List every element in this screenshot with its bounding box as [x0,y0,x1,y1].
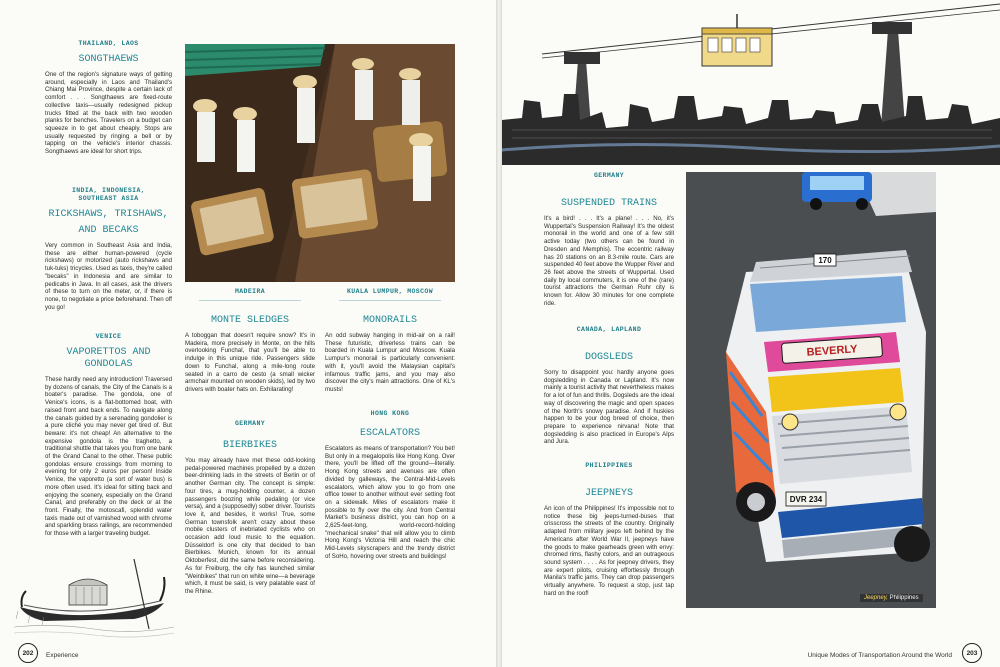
section-monorails [325,288,455,394]
section-kicker: MADEIRA [234,288,266,295]
section-dogsleds [544,326,674,446]
section-kicker: HONG KONG [370,410,410,417]
section-escalators [325,410,455,561]
section-songthaews [45,40,172,156]
section-sledges [185,288,315,394]
section-kicker: INDIA, INDONESIA, SOUTHEAST ASIA [71,187,146,202]
section-jeepneys [544,462,674,597]
section-body: A toboggan that doesn't require snow? It's in Madeira, more precisely in Monte, on the hills overlooking Funchal, that you'll be able to indulge in this unique ride. Passengers slide down to Funchal, along a mile-long route seated in a carro de cesto (a small wicker armchair mounted on wooden skids), led by two drivers with boater hats on. Exhilarating! [185,332,315,393]
section-body: Sorry to disappoint you: hardly anyone goes dogsledding in Canada or Lapland. It's now mainly a tourist activity that nevertheless makes for a lot of fun and thrills. Dogsleds are the ideal way of discovering the magic and open spaces of the North's snowy paradise. And if huskies happen to be your dog breed of choice, then prepare to experience nirvana! Note that dogsledding is also practiced in Europe's Alps and Jura. [544,369,674,446]
section-rule [199,300,301,301]
section-title: SONGTHAEWS [78,54,139,65]
section-body: Very common in Southeast Asia and India, these are either human-powered (cycle rickshaws) or motorized (auto rickshaws and tuk-tuks) tricycles. Used as taxis, they're called "becaks" in Indonesia and are similar to pedicabs in Java. In all cases, ask the drivers of these to turn on the meter, or, if there is none, to negotiate a price beforehand. Then off you go! [45,242,172,311]
folio-section-right: Unique Modes of Transportation Around the World [807,652,952,659]
section-title: MONTE SLEDGES [210,315,289,326]
jeepney-photo [686,172,936,608]
section-body: An icon of the Philippines! It's impossible not to notice these big jeeps-turned-buses that crisscross the streets of the country. Originally adapted from military jeeps left behind by the Americans after World War II, jeepneys have the goods to make gearheads green with envy: chromed rims, flashy colors, and an outrageous sound system . . . . As for jeepney drivers, they are expert pilots, cruising effortlessly through Manila's traffic jams. They can drop passengers virtually anywhere. To request a stop, just tap hard on the roof! [544,505,674,597]
section-body: An odd subway hanging in mid-air on a rail! These futuristic, driverless trains can be boarded in Kuala Lumpur and Moscow. Kuala Lumpur's monorail is particularly convenient: with it, you'll avoid the Malaysian capital's infamous traffic jams, and you may also discover the city's main attractions. One of KL's musts! [325,332,455,393]
section-title-line2: AND BECAKS [78,225,139,236]
section-kicker: PHILIPPINES [585,462,633,469]
cable-car-illustration [502,0,1000,165]
section-body: Escalators as means of transportation? You bet! But only in a megalopolis like Hong Kong. Over there, you'll be lifted off the ground—literally. Hong Kong streets and avenues are often divided by galleways, the Central-Mid-Levels escalators, which allow you to go from one office tower to another without ever setting foot on a sidewalk. Miles of escalators make it possible to fly over the city. And from Central Market's business district, you can hop on a 2,625-feet-long, world-record-holding "mechanical snake" that will allow you to climb Hong Kong's Victoria Hill and reach the chic Mid-Levels skyscrapers and the trendy district of SoHo, hovering over streets and buildings! [325,445,455,560]
section-kicker: GERMANY [593,172,625,179]
sledge-photo-scene [185,44,455,282]
section-bierbikes [185,420,315,596]
section-gondolas [45,333,172,538]
section-rule [339,300,441,301]
page-number-right: 203 [962,643,982,663]
section-body: It's a bird! . . . It's a plane! . . . No, it's Wuppertal's Suspension Railway! It's the oldest monorail in the world and one of a few still active today (two others can be found in Dresden and Memphis). The eccentric railway has 20 stations on an 8.3-mile route. Cars are suspended 40 feet above the Wupper River and 26 feet above the streets of Wuppertal. Used daily by local commuters, it is one of the (rare) tourist attractions the German Ruhr city is known for. Allow 30 minutes for one complete ride. [544,215,674,307]
section-kicker: THAILAND, LAOS [78,40,139,47]
page-number-left: 202 [18,643,38,663]
section-title: BIERBIKES [222,440,277,451]
section-title: VAPORETTOS AND GONDOLAS [66,347,151,370]
section-body: One of the region's signature ways of getting around, especially in Laos and Thailand's Chiang Mai Province, despite a certain lack of comfort . . . Songthaews are fixed-route collective taxis—usually redesigned pickup trucks fitted at the back with two wooden planks for benches. Travelers on a budget can squeeze in to get about cheaply. Stops are usually requested by ringing a bell or by tapping on the vehicle's interior chassis. Songthaews are ideal for short trips. [45,71,172,156]
section-body: These hardly need any introduction! Traversed by dozens of canals, the City of the Canals is a boater's paradise. The gondola, one of Venice's icons, is a flat-bottomed boat, with raised front and back ends. To navigate along the canals guided by a serenading gondolier is a pure cliché you may never get tired of. But beware: it's not cheap! An alternative to the expensive gondola is the traghetto, a traditional shuttle that takes you from one bank of the Grand Canal to the other. These public gondolas ensure crossings from morning to evening for only 2 euros per person! Inside Venice, the vaporetto (a sort of water bus) is more often used. It's ideal for sitting back and enjoying the scenery, especially on the Grand Canal, and preferably on the deck or at the front. Finally, the motoscafi, splendid water taxis made out of varnished wood with chrome and sparkling brass railings, are recommended for those with a larger traveling budget. [45,376,172,538]
section-title: MONORAILS [362,315,417,326]
section-kicker: CANADA, LAPLAND [576,326,642,333]
sledge-photo [185,44,455,282]
photo-caption-name: Jeepney, [864,595,888,601]
jeepney-sign-text: BEVERLY [806,343,858,359]
section-rickshaws [45,187,172,311]
folio-section-left: Experience [46,652,79,659]
section-body: You may already have met these odd-looking pedal-powered machines propelled by a dozen beer-drinking lads in the streets of Berlin or of another German city. The concept is simple: four tires, a mug-holding counter, a dozen passengers boozing while pedaling (or vice versa), and a (supposedly) sober driver. Tourists love it, and besides, it works! True, some German townsfolk aren't crazy about these mobile clusters of inebriated cyclists who on occasion add loud music to the equation. Düsseldorf is one city that decided to ban Bierbikes. Munich, known for its annual Oktoberfest, did the same before reconsidering. As for Freiburg, the city has launched similar "Weinbikes" that run on white wine—a beverage which, it must be said, is very palatable east of the Rhine. [185,457,315,595]
left-page [0,0,496,667]
section-title: DOGSLEDS [584,352,633,363]
section-title-line1: RICKSHAWS, TRISHAWS, [48,209,169,220]
section-kicker: GERMANY [234,420,266,427]
section-trains [544,172,674,307]
photo-caption-place: Philippines [889,595,919,601]
section-title: SUSPENDED TRAINS [560,198,657,209]
right-page [502,0,1000,667]
jeepney-photo-scene [686,172,936,608]
gondola-illustration [14,545,174,640]
section-title: JEEPNEYS [584,488,633,499]
photo-caption [860,594,923,602]
section-kicker: KUALA LUMPUR, MOSCOW [346,288,433,295]
jeepney-roof-number: 170 [818,256,832,265]
section-title: ESCALATORS [359,428,420,439]
section-kicker: VENICE [95,333,122,340]
jeepney-plate: DVR 234 [789,495,823,504]
